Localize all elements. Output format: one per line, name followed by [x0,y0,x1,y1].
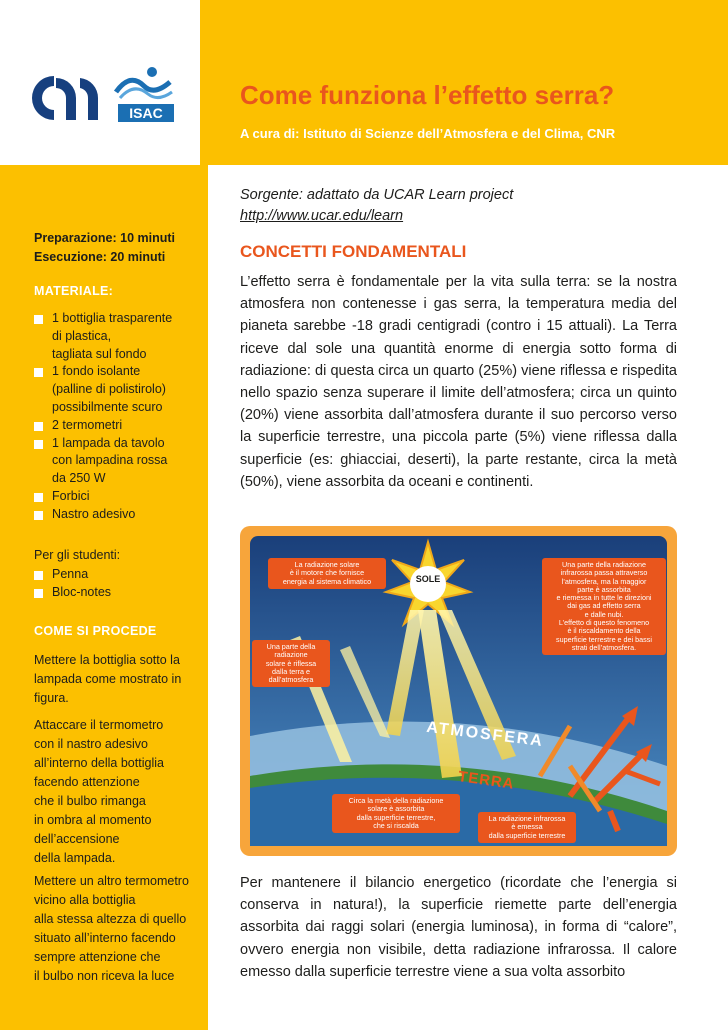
label-solar-engine: La radiazione solare è il motore che fornisce energia al sistema climatico [268,558,386,589]
list-item: 1 fondo isolante (palline di polistirolo) possibilmente scuro [34,363,204,416]
procedure-step: Mettere un altro termometro vicino alla bottiglia alla stessa altezza di quello situato all’interno facendo sempre attenzione che il bulbo non riceva la luce [34,874,189,983]
students-heading: Per gli studenti: [34,548,121,562]
procedure-heading: COME SI PROCEDE [34,624,157,638]
prep-time: Preparazione: 10 minuti [34,231,176,245]
source-link[interactable]: http://www.ucar.edu/learn [240,208,404,224]
students-list [34,566,204,602]
atmosphere-label: ATMOSFERA [425,718,545,751]
bullet-square-icon [34,511,43,520]
list-item: Bloc-notes [34,584,204,602]
cnr-logo [32,70,100,126]
timing-block [34,229,175,267]
sun-label: SOLE [415,574,441,584]
exec-time: Esecuzione: 20 minuti [34,250,166,264]
isac-logo-text: ISAC [129,105,163,121]
list-item: 2 termometri [34,417,204,435]
list-item: Forbici [34,488,204,506]
procedure-step: Mettere la bottiglia sotto la lampada come mostrato in figura. [34,653,182,705]
bullet-square-icon [34,440,43,449]
list-item: Penna [34,566,204,584]
bullet-square-icon [34,493,43,502]
label-infrared-emission: La radiazione infrarossa è emessa dalla superficie terrestre [478,812,576,843]
source-block [240,185,513,227]
materials-list [34,310,204,524]
list-item: Nastro adesivo [34,506,204,524]
list-item: 1 bottiglia trasparente di plastica, tagliata sul fondo [34,310,204,363]
bullet-square-icon [34,315,43,324]
materials-heading: MATERIALE: [34,284,114,298]
bullet-square-icon [34,368,43,377]
source-line: Sorgente: adattato da UCAR Learn project [240,187,514,203]
procedure-step: Attaccare il termometro con il nastro adesivo all’interno della bottiglia facendo attenzione che il bulbo rimanga in ombra al momento dell’accensione della lampada. [34,718,164,865]
list-item: 1 lampada da tavolo con lampadina rossa da 250 W [34,435,204,488]
intro-paragraph: L’effetto serra è fondamentale per la vita sulla terra: se la nostra atmosfera non contenesse i gas serra, la temperatura media del pianeta sarebbe -18 gradi centigradi (contro i 15 attuali). La Terra riceve dal sole una quantità enorme di energia sotto forma di radiazione: di questa circa un quarto (25%) viene riflessa e rispedita nello spazio senza superare il limite dell’atmosfera; circa un quinto (20%) viene assorbita dall’atmosfera durante il suo percorso verso la superficie terrestre, una piccola parte (5%) viene riflessa dalla superficie (es: ghiacciai, deserti), la parte restante, circa la metà (50%), viene assorbita da oceani e continenti. [240,274,677,490]
energy-paragraph: Per mantenere il bilancio energetico (ricordate che l’energia si conserva in natura!), la superficie riemette parte dell’energia assorbita dai raggi solari (energia luminosa), in forma di “calore”, ovvero energia non visibile, detta radiazione infrarossa. Il calore emesso dalla superficie terrestre viene a sua volta assorbito [240,875,677,980]
page-title: Come funziona l’effetto serra? [240,80,615,110]
label-surface-absorption: Circa la metà della radiazione solare è assorbita dalla superficie terrestre, che si riscalda [332,794,460,833]
greenhouse-diagram [240,526,677,856]
label-reflected-radiation: Una parte della radiazione solare è riflessa dalla terra e dall’atmosfera [252,640,330,687]
page-subtitle: A cura di: Istituto di Scienze dell’Atmosfera e del Clima, CNR [240,126,616,141]
bullet-square-icon [34,422,43,431]
earth-label: TERRA [457,768,516,793]
label-infrared-absorption: Una parte della radiazione infrarossa passa attraverso l’atmosfera, ma la maggior parte è assorbita e riemessa in tutte le direzioni dai gas ad effetto serra e dalle nubi. L’effetto di questo fenomeno è il riscaldamento della superficie terrestre e dei bassi strati dell’atmosfera. [542,558,666,655]
isac-logo [110,62,176,124]
bullet-square-icon [34,571,43,580]
section-heading: CONCETTI FONDAMENTALI [240,242,467,261]
bullet-square-icon [34,589,43,598]
